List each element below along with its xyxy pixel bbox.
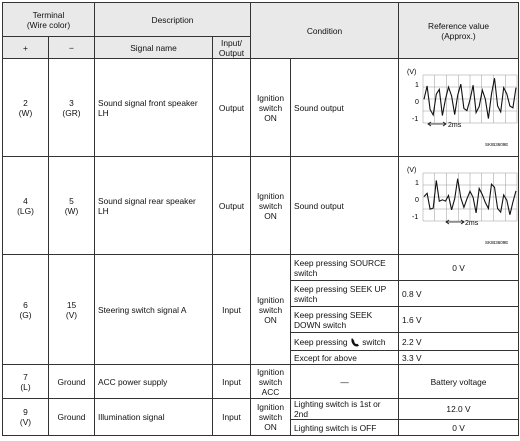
y-tick-label: 1: [415, 179, 419, 187]
reference-value: 1.6 V: [399, 307, 519, 333]
waveform-cell: [399, 157, 519, 255]
signal-name: ACC power supply: [95, 365, 213, 399]
y-tick-label: -1: [412, 115, 419, 123]
ignition-switch: Ignition switch ON: [251, 399, 291, 436]
terminal-header: Terminal (Wire color): [3, 3, 95, 37]
time-scale-label: 2ms: [465, 219, 479, 227]
terminal-reference-table: [2, 2, 519, 436]
io-type: Output: [213, 59, 251, 157]
condition-text: Keep pressing SEEK DOWN switch: [291, 307, 399, 333]
io-type: Input: [213, 365, 251, 399]
table-row: [3, 365, 519, 399]
signal-name-header: Signal name: [95, 37, 213, 59]
table-row: [3, 399, 519, 420]
time-scale-marker: [446, 220, 464, 224]
ignition-switch: Ignition switch ON: [251, 255, 291, 365]
reference-value-header: Reference value (Approx.): [399, 3, 519, 59]
reference-value: 0 V: [399, 420, 519, 436]
reference-value: 0 V: [399, 255, 519, 281]
signal-name: Sound signal front speaker LH: [95, 59, 213, 157]
time-scale-marker: [428, 122, 446, 126]
io-header: Input/ Output: [213, 37, 251, 59]
waveform-cell: [399, 59, 519, 157]
terminal-plus: 2 (W): [3, 59, 49, 157]
condition-text: Keep pressing switch: [291, 333, 399, 351]
terminal-minus: 3 (GR): [49, 59, 95, 157]
condition-text: Except for above: [291, 351, 399, 365]
signal-name: Sound signal rear speaker LH: [95, 157, 213, 255]
reference-value: 12.0 V: [399, 399, 519, 420]
condition-text: Keep pressing SOURCE switch: [291, 255, 399, 281]
ignition-switch: Ignition switch ACC: [251, 365, 291, 399]
condition-text: Sound output: [291, 157, 399, 255]
y-unit-label: (V): [407, 68, 417, 76]
y-tick-label: 0: [415, 196, 419, 204]
plus-header: +: [3, 37, 49, 59]
terminal-minus: Ground: [49, 399, 95, 436]
signal-name: Steering switch signal A: [95, 255, 213, 365]
y-unit-label: (V): [407, 166, 417, 174]
io-type: Input: [213, 255, 251, 365]
reference-value: Battery voltage: [399, 365, 519, 399]
io-type: Output: [213, 157, 251, 255]
figure-code: SKIB3609E: [485, 239, 509, 245]
time-scale-label: 2ms: [448, 121, 462, 129]
table-row: [3, 59, 519, 157]
terminal-plus: 4 (LG): [3, 157, 49, 255]
io-type: Input: [213, 399, 251, 436]
y-tick-label: 0: [415, 98, 419, 106]
ignition-switch: Ignition switch ON: [251, 157, 291, 255]
y-tick-label: -1: [412, 213, 419, 221]
y-tick-label: 1: [415, 81, 419, 89]
reference-value: 0.8 V: [399, 281, 519, 307]
condition-text: Lighting switch is 1st or 2nd: [291, 399, 399, 420]
waveform-graph: [401, 162, 520, 250]
condition-header: Condition: [251, 3, 399, 59]
condition-text: Sound output: [291, 59, 399, 157]
minus-header: −: [49, 37, 95, 59]
table-row: [3, 157, 519, 255]
reference-value: 3.3 V: [399, 351, 519, 365]
condition-text: —: [291, 365, 399, 399]
signal-name: Illumination signal: [95, 399, 213, 436]
condition-text: Keep pressing SEEK UP switch: [291, 281, 399, 307]
terminal-minus: 15 (V): [49, 255, 95, 365]
waveform-graph: [401, 64, 520, 152]
table-row: [3, 255, 519, 281]
terminal-minus: 5 (W): [49, 157, 95, 255]
condition-text: Lighting switch is OFF: [291, 420, 399, 436]
terminal-plus: 9 (V): [3, 399, 49, 436]
terminal-minus: Ground: [49, 365, 95, 399]
phone-handset-icon: [350, 337, 360, 347]
terminal-plus: 7 (L): [3, 365, 49, 399]
figure-code: SKIB3609E: [485, 141, 509, 147]
reference-value: 2.2 V: [399, 333, 519, 351]
ignition-switch: Ignition switch ON: [251, 59, 291, 157]
terminal-plus: 6 (G): [3, 255, 49, 365]
description-header: Description: [95, 3, 251, 37]
